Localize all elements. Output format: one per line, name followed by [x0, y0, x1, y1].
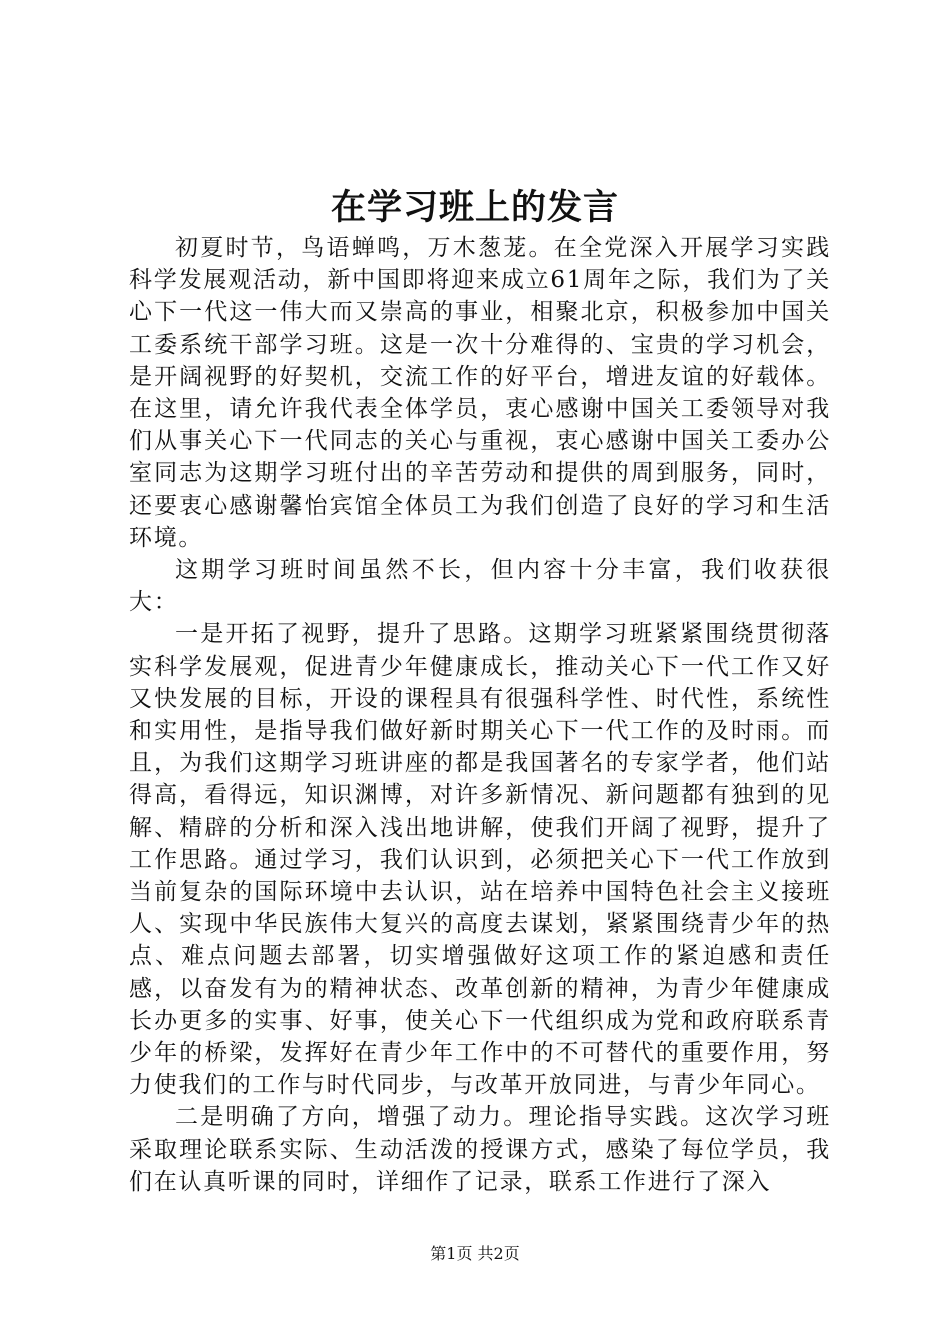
paragraph-point-one: 一是开拓了视野，提升了思路。这期学习班紧紧围绕贯彻落实科学发展观，促进青少年健康成长，推动关心下一代工作又好又快发展的目标，开设的课程具有很强科学性、时代性，系统性和实用性，是指导我们做好新时期关心下一代工作的及时雨。而且，为我们这期学习班讲座的都是我国著名的专家学者，他们站得高，看得远，知识渊博，对许多新情况、新问题都有独到的见解、精辟的分析和深入浅出地讲解，使我们开阔了视野，提升了工作思路。通过学习，我们认识到，必须把关心下一代工作放到当前复杂的国际环境中去认识，站在培养中国特色社会主义接班人、实现中华民族伟大复兴的高度去谋划，紧紧围绕青少年的热点、难点问题去部署，切实增强做好这项工作的紧迫感和责任感，以奋发有为的精神状态、改革创新的精神，为青少年健康成长办更多的实事、好事，使关心下一代组织成为党和政府联系青少年的桥梁，发挥好在青少年工作中的不可替代的重要作用，努力使我们的工作与时代同步，与改革开放同进，与青少年同心。 [129, 621, 831, 1099]
paragraph-point-two: 二是明确了方向，增强了动力。理论指导实践。这次学习班采取理论联系实际、生动活泼的授课方式，感染了每位学员，我们在认真听课的同时，详细作了记录，联系工作进行了深入 [129, 1104, 831, 1195]
paragraph-summary: 这期学习班时间虽然不长，但内容十分丰富，我们收获很大： [129, 557, 831, 616]
document-body [129, 232, 831, 1198]
document-title: 在学习班上的发言 [330, 187, 619, 228]
page-footer: 第1页 共2页 [430, 1244, 520, 1263]
paragraph-opening: 初夏时节，鸟语蝉鸣，万木葱茏。在全党深入开展学习实践科学发展观活动，新中国即将迎来成立61周年之际，我们为了关心下一代这一伟大而又崇高的事业，相聚北京，积极参加中国关工委系统干部学习班。这是一次十分难得的、宝贵的学习机会，是开阔视野的好契机，交流工作的好平台，增进友谊的好载体。在这里，请允许我代表全体学员，衷心感谢中国关工委领导对我们从事关心下一代同志的关心与重视，衷心感谢中国关工委办公室同志为这期学习班付出的辛苦劳动和提供的周到服务，同时，还要衷心感谢馨怡宾馆全体员工为我们创造了良好的学习和生活环境。 [129, 235, 831, 551]
